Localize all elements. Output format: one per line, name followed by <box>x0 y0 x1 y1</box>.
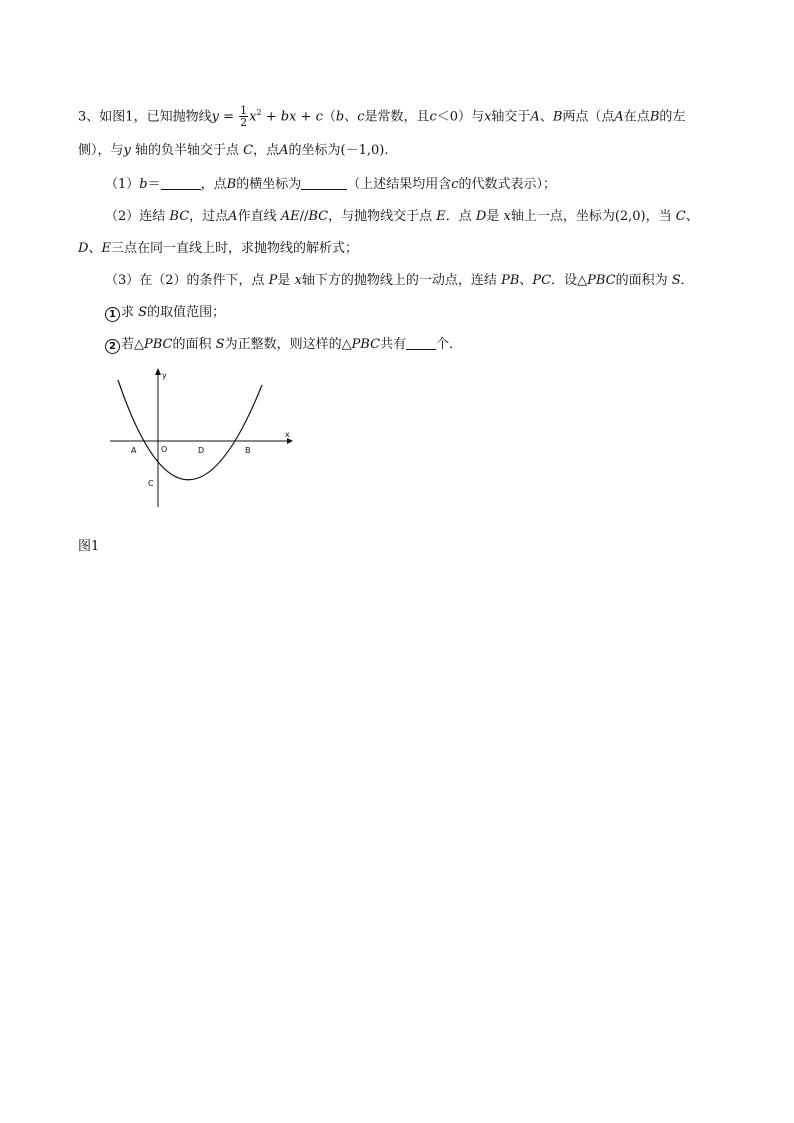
subpart-2: 2 若△PBC的面积 S为正整数，则这样的△PBC共有 个． <box>105 336 462 354</box>
point-b-label: B <box>245 446 251 455</box>
point-c-label: C <box>148 479 154 488</box>
origin-label: O <box>161 445 168 454</box>
answer-blank-count[interactable] <box>406 336 436 350</box>
part-1: （1）b＝ ，点B的横坐标为 （上述结果均用含c的代数式表示）； <box>105 177 557 192</box>
fraction-one-half: $\frac{1}{2}$ <box>240 104 248 130</box>
answer-blank-b-x-coordinate[interactable] <box>301 176 347 190</box>
parabola-figure <box>105 365 305 525</box>
figure-caption: 图1 <box>78 539 100 554</box>
subpart-1: 1 求 S的取值范围； <box>105 304 225 322</box>
circled-number-2: 2 <box>105 339 120 354</box>
problem-statement-line-2: 侧），与y 轴的负半轴交于点 C，点A的坐标为(－1,0). <box>78 143 389 158</box>
answer-blank-b[interactable] <box>161 176 201 190</box>
part-2-line-2: D、E三点在同一直线上时，求抛物线的解析式； <box>78 241 358 256</box>
y-axis-label: y <box>162 371 167 380</box>
part-2-line-1: （2）连结 BC，过点A作直线 AE//BC，与抛物线交于点 E．点 D是 x轴上一点，坐标为(2,0)，当 C、 <box>105 209 699 224</box>
circled-number-1: 1 <box>105 307 120 322</box>
problem-number: 3、 <box>78 109 100 125</box>
point-a-label: A <box>131 446 137 455</box>
problem-statement-line-1: 3、如图1，已知抛物线y = $\frac{1}{2}$ $x^2$ + bx + c（b、c是常数，且c＜0）与x轴交于A、B两点（点A在点B的左 <box>78 104 686 130</box>
parabola-curve <box>118 380 262 480</box>
part-3: （3）在（2）的条件下，点 P是 x轴下方的抛物线上的一动点，连结 PB、PC．设△PBC的面积为 S． <box>105 273 694 288</box>
y-axis-arrow <box>155 368 161 375</box>
x-axis-label: x <box>285 430 290 439</box>
point-d-label: D <box>198 446 205 455</box>
